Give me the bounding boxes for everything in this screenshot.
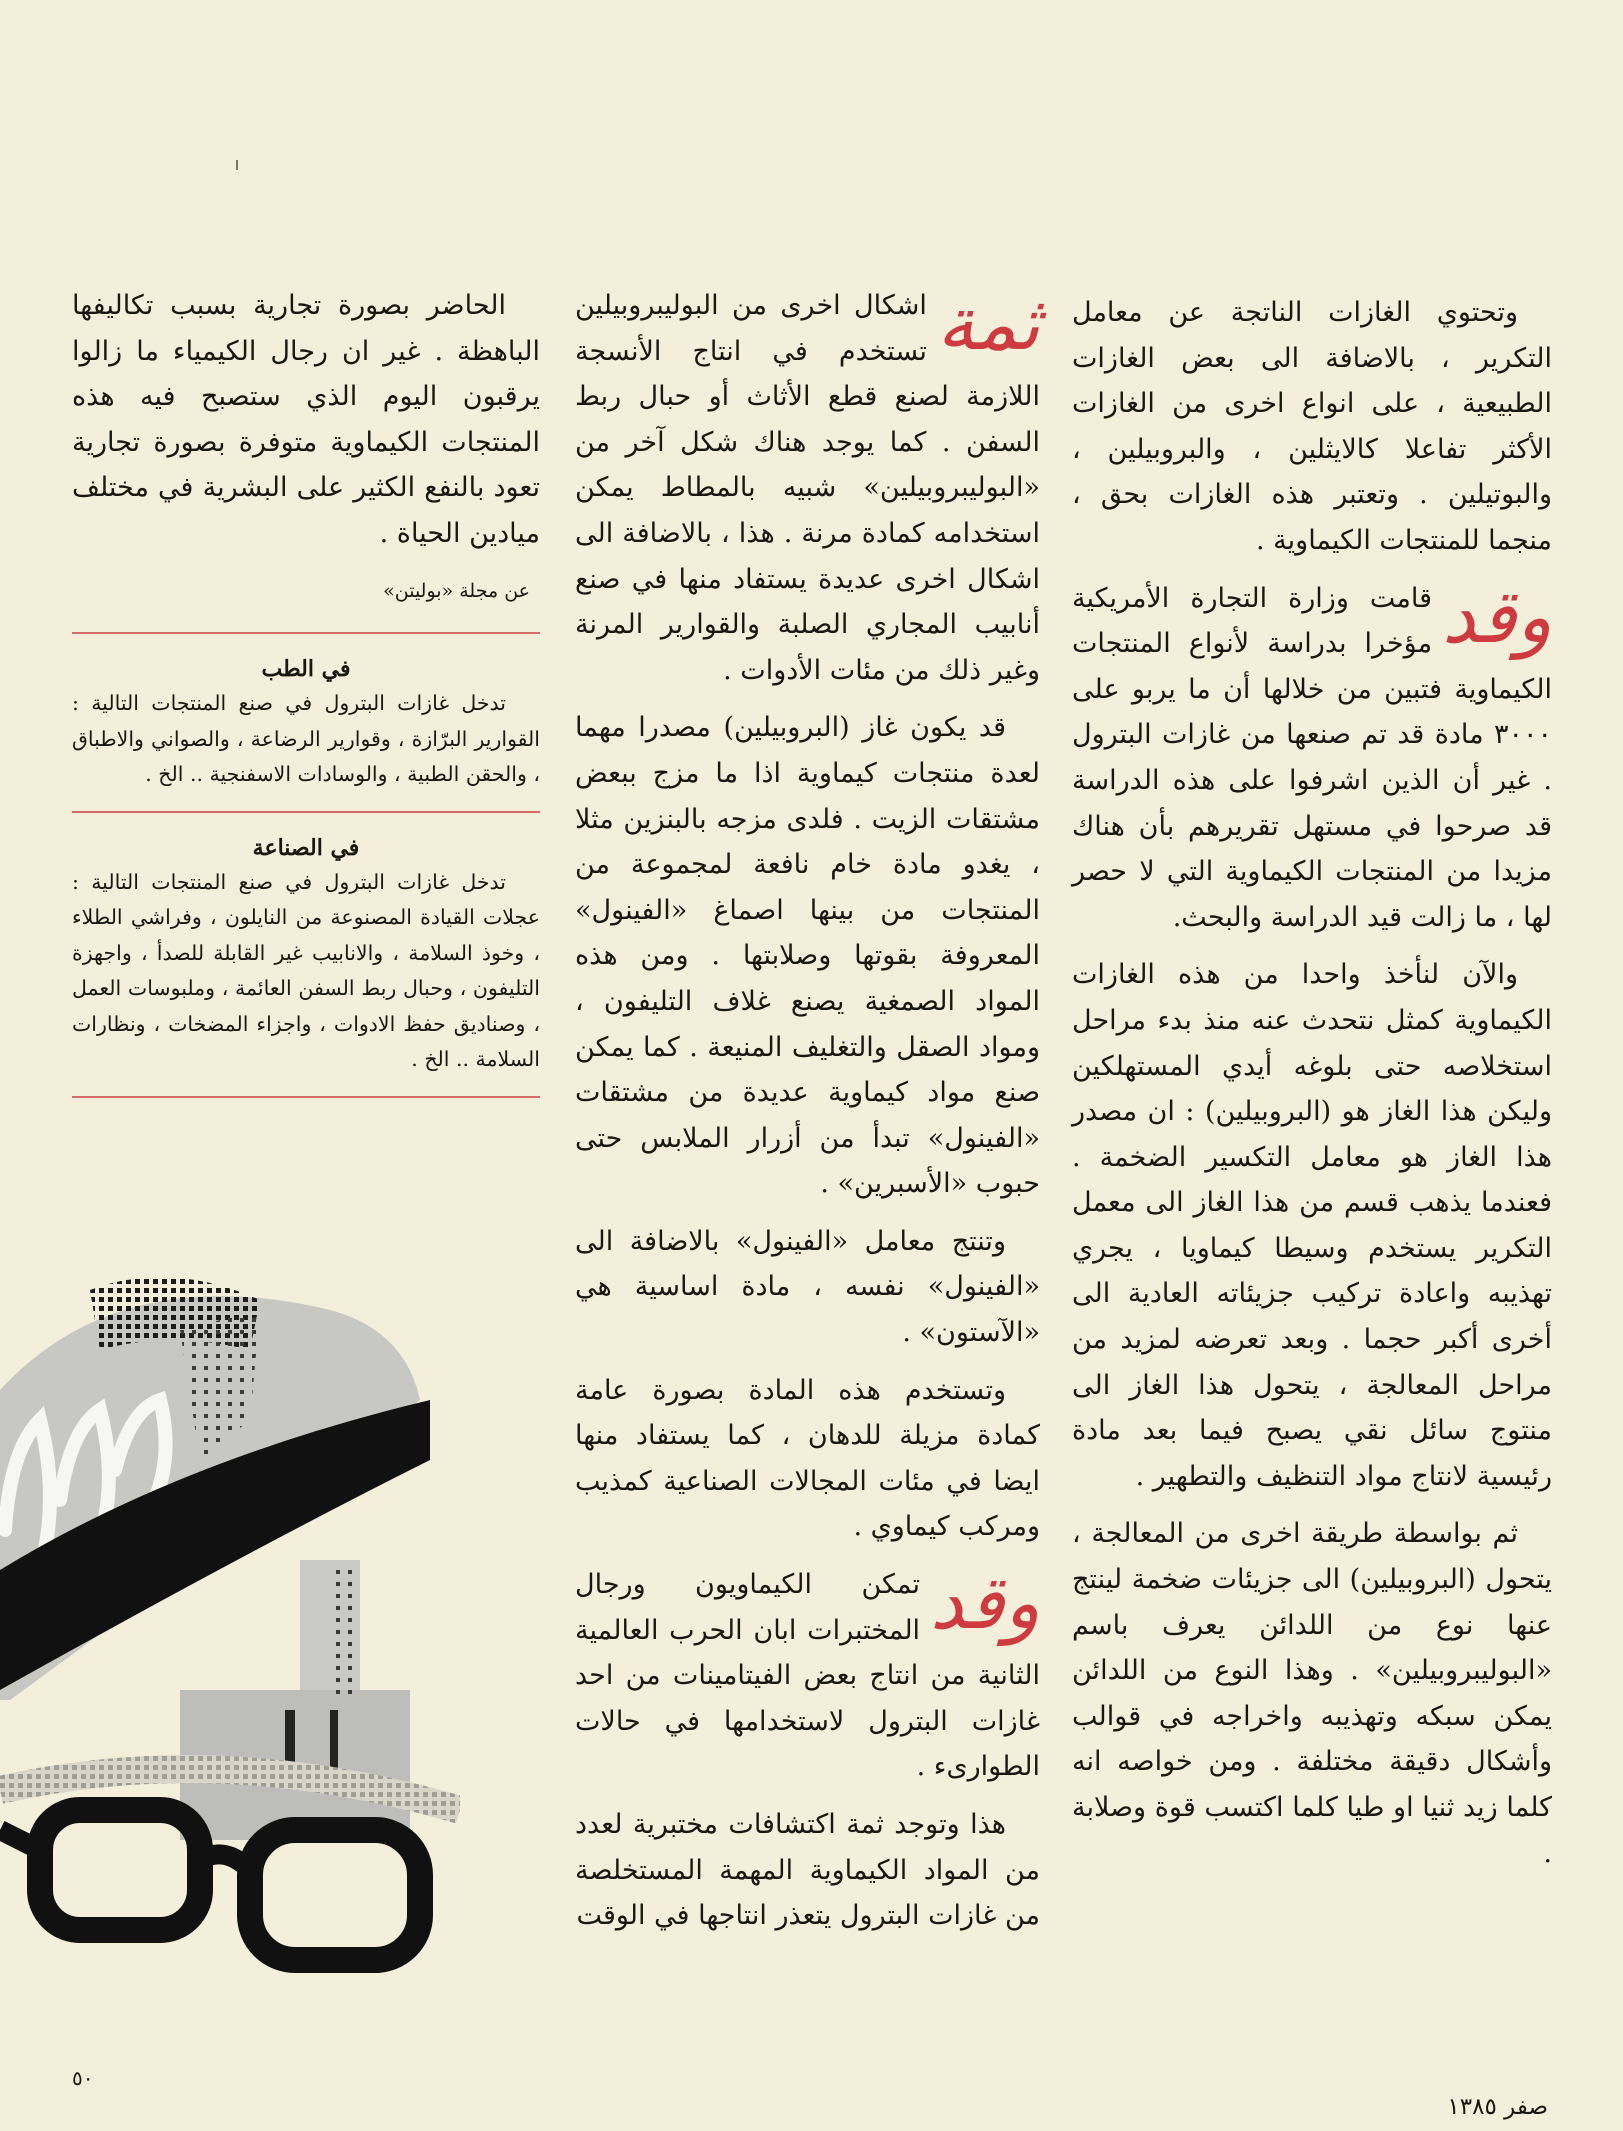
sidebar-box-industry: [72, 831, 540, 1078]
divider: [72, 632, 540, 634]
paragraph: [575, 1562, 1040, 1790]
drop-cap-word: ثمة: [936, 281, 1040, 367]
paragraph: الحاضر بصورة تجارية بسبب تكاليفها الباهظة . غير ان رجال الكيمياء ما زالوا يرقبون اليوم الذي ستصبح فيه هذه المنتجات الكيماوية متوفرة بصورة تجارية تعود بالنفع الكثير على البشرية في مختلف ميادين الحياة .: [72, 290, 540, 549]
issue-date: صفر ١٣٨٥: [1447, 2094, 1548, 2120]
paragraph: [1072, 573, 1552, 941]
article-column-left: [72, 283, 540, 1116]
divider: [72, 811, 540, 813]
box-text: تدخل غازات البترول في صنع المنتجات التالية : القوارير البرّازة ، وقوارير الرضاعة ، والصواني والاطباق ، والحقن الطبية ، والوسادات الاسفنجية .. الخ .: [72, 691, 540, 787]
drop-cap-word: وقد: [1442, 573, 1552, 660]
box-title: في الصناعة: [252, 834, 360, 861]
paragraph: وتنتج معامل «الفينول» بالاضافة الى «الفينول» نفسه ، مادة اساسية هي «الآستون» .: [575, 1225, 1040, 1349]
article-column-right: [1072, 290, 1552, 1888]
paragraph: وتستخدم هذه المادة بصورة عامة كمادة مزيلة للدهان ، كما يستفاد منها ايضا في مئات المجالات الصناعية كمذيب ومركب كيماوي .: [575, 1374, 1040, 1543]
box-text: تدخل غازات البترول في صنع المنتجات التالية : عجلات القيادة المصنوعة من النايلون ، وفراشي الطلاء ، وخوذ السلامة ، والانابيب غير القابلة للصدأ ، واجهزة التليفون ، وحبال ربط السفن العائمة ، وملبوسات العمل ، وصناديق حفظ الادوات ، واجزاء المضخات ، ونظارات السلامة .. الخ .: [72, 869, 540, 1072]
box-title: في الطب: [261, 656, 351, 683]
paragraph-text: تمكن الكيماويون ورجال المختبرات ابان الحرب العالمية الثانية من انتاج بعض الفيتامينات من احد غازات البترول لاستخدامها في حالات الطوارىء .: [575, 1569, 1040, 1783]
article-column-middle: [575, 283, 1040, 1951]
paragraph-text: قامت وزارة التجارة الأمريكية مؤخرا بدراسة لأنواع المنتجات الكيماوية فتبين من خلالها أن ما يربو على ٣٠٠٠ مادة قد تم صنعها من غازات البترول . غير أن الذين اشرفوا على هذه الدراسة قد صرحوا في مستهل تقريرهم بأن هناك مزيدا من المنتجات الكيماوية التي لا حصر لها ، ما زالت قيد الدراسة والبحث.: [1072, 582, 1552, 933]
source-credit: عن مجلة «بوليتن»: [383, 579, 530, 602]
sidebar-box-medicine: [72, 652, 540, 793]
paragraph: هذا وتوجد ثمة اكتشافات مختبرية لعدد من المواد الكيماوية المهمة المستخلصة من غازات البترول يتعذر انتاجها في الوقت: [575, 1809, 1040, 1932]
paper-mark: [236, 160, 238, 170]
divider: [72, 1096, 540, 1098]
paragraph-text: اشكال اخرى من البوليبروبيلين تستخدم في انتاج الأنسجة اللازمة لصنع قطع الأثاث أو حبال ربط السفن . كما يوجد هناك شكل آخر من «البوليبروبيلين» شبيه بالمطاط يمكن استخدامه كمادة مرنة . هذا ، بالاضافة الى اشكال اخرى عديدة يستفاد منها في صنع أنابيب المجاري الصلبة والقوارير المرنة وغير ذلك من مئات الأدوات .: [575, 290, 1040, 686]
paragraph: والآن لنأخذ واحدا من هذه الغازات الكيماوية كمثل نتحدث عنه منذ بدء مراحل استخلاصه حتى بلوغه أيدي المستهلكين وليكن هذا الغاز هو (البروبيلين) : ان مصدر هذا الغاز هو معامل التكسير الضخمة . فعندما يذهب قسم من هذا الغاز الى معمل التكرير يستخدم وسيطا كيماويا ، يجري تهذيبه واعادة تركيب جزيئاته العادية الى أخرى أكبر حجما . وبعد تعرضه لمزيد من مراحل المعالجة ، يتحول هذا الغاز الى منتوج سائل نقي يصبح فيما بعد مادة رئيسية لانتاج مواد التنظيف والتطهير .: [1072, 959, 1552, 1492]
page-number: ٥٠: [72, 2066, 94, 2090]
hard-hat-icon: [0, 1277, 430, 1700]
paragraph: قد يكون غاز (البروبيلين) مصدرا مهما لعدة منتجات كيماوية اذا ما مزج ببعض مشتقات الزيت . فلدى مزجه بالبنزين مثلا ، يغدو مادة خام نافعة لمجموعة من المنتجات من بينها اصماغ «الفينول» المعروفة بقوتها وصلابتها . ومن هذه المواد الصمغية يصنع غلاف التليفون ، ومواد الصقل والتغليف المنيعة . كما يمكن صنع مواد كيماوية عديدة من مشتقات «الفينول» تبدأ من أزرار الملابس حتى حبوب «الأسبرين» .: [575, 712, 1040, 1200]
paragraph: [575, 283, 1040, 693]
paragraph: وتحتوي الغازات الناتجة عن معامل التكرير ، بالاضافة الى بعض الغازات الطبيعية ، على انواع اخرى من الغازات الأكثر تفاعلا كالايثلين ، والبروبيلين ، والبوتيلين . وتعتبر هذه الغازات بحق ، منجما للمنتجات الكيماوية .: [1072, 297, 1552, 556]
drop-cap-word: وقد: [930, 1560, 1040, 1647]
safety-gear-illustration: [0, 1270, 460, 1990]
paragraph: ثم بواسطة طريقة اخرى من المعالجة ، يتحول (البروبيلين) الى جزيئات ضخمة لينتج عنها نوع من اللدائن يعرف باسم «البوليبروبيلين» . وهذا النوع من اللدائن يمكن سبكه وتهذيبه واخراجه في قوالب وأشكال دقيقة مختلفة . ومن خواصه انه كلما زيد ثنيا او طيا كلما اكتسب قوة وصلابة .: [1072, 1518, 1552, 1869]
